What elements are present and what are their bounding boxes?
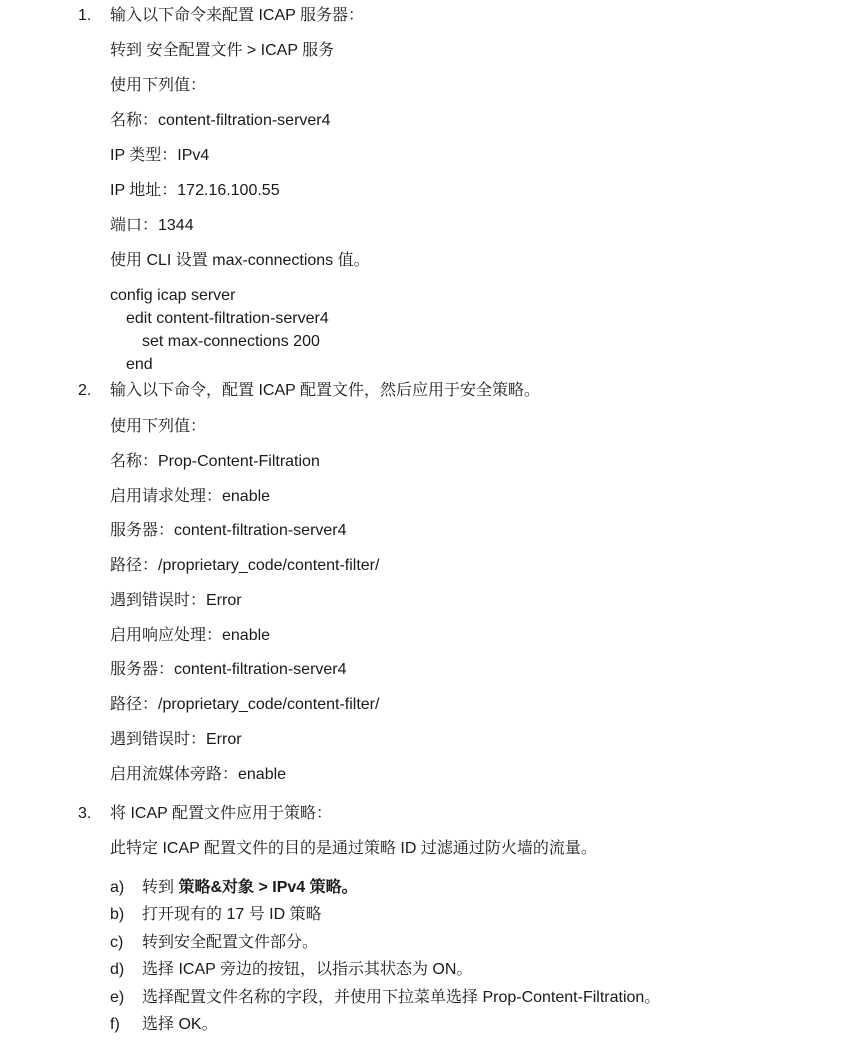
step-2-use-values: 使用下列值： [110,418,207,435]
step-2-number: 2. [78,382,92,399]
step-1-title: 输入以下命令来配置 ICAP 服务器： [110,7,364,24]
substep-c-text: 转到安全配置文件部分。 [142,934,319,951]
step-1-goto: 转到 安全配置文件 > ICAP 服务 [110,42,335,59]
step-3-purpose: 此特定 ICAP 配置文件的目的是通过策略 ID 过滤通过防火墙的流量。 [110,840,597,857]
substep-c-letter: c) [110,934,124,951]
substep-a-menu-path: 策略&对象 > IPv4 策略。 [178,879,358,896]
step-2-title: 输入以下命令，配置 ICAP 配置文件，然后应用于安全策略。 [110,382,540,399]
step-2-req-error: 遇到错误时：Error [110,592,242,609]
substep-d-letter: d) [110,961,125,978]
step-1-ip-address: IP 地址：172.16.100.55 [110,182,280,199]
substep-a-prefix: 转到 [142,879,179,896]
step-1-name: 名称：content-filtration-server4 [110,112,331,129]
substep-a-text [142,878,358,898]
step-3-title: 将 ICAP 配置文件应用于策略： [110,805,332,822]
code-line-4: end [126,356,153,373]
step-2-resp-path: 路径：/proprietary_code/content-filter/ [110,696,380,713]
substep-d-text: 选择 ICAP 旁边的按钮，以指示其状态为 ON。 [142,961,473,978]
step-2-name: 名称：Prop-Content-Filtration [110,453,320,470]
step-1-number: 1. [78,7,92,24]
step-2-resp-enable: 启用响应处理：enable [110,627,271,644]
step-1-ip-type: IP 类型：IPv4 [110,147,210,164]
step-2-resp-server: 服务器：content-filtration-server4 [110,661,347,678]
step-2-req-server: 服务器：content-filtration-server4 [110,522,347,539]
substep-b-text: 打开现有的 17 号 ID 策略 [142,906,322,923]
step-2-req-path: 路径：/proprietary_code/content-filter/ [110,557,380,574]
step-1-port: 端口：1344 [110,217,194,234]
step-1-cli-note: 使用 CLI 设置 max-connections 值。 [110,252,370,269]
step-1-use-values: 使用下列值： [110,77,207,94]
substep-b-letter: b) [110,906,125,923]
substep-a-letter: a) [110,879,125,896]
code-line-3: set max-connections 200 [142,333,320,350]
step-3-number: 3. [78,805,92,822]
substep-e-text: 选择配置文件名称的字段，并使用下拉菜单选择 Prop-Content-Filtration。 [142,989,661,1006]
code-line-2: edit content-filtration-server4 [126,310,329,327]
step-2-stream-bypass: 启用流媒体旁路：enable [110,766,287,783]
step-2-resp-error: 遇到错误时：Error [110,731,242,748]
substep-e-letter: e) [110,989,125,1006]
substep-f-letter: f) [110,1016,120,1033]
code-line-1: config icap server [110,287,236,304]
step-2-req-enable: 启用请求处理：enable [110,488,271,505]
substep-f-text: 选择 OK。 [142,1016,218,1033]
